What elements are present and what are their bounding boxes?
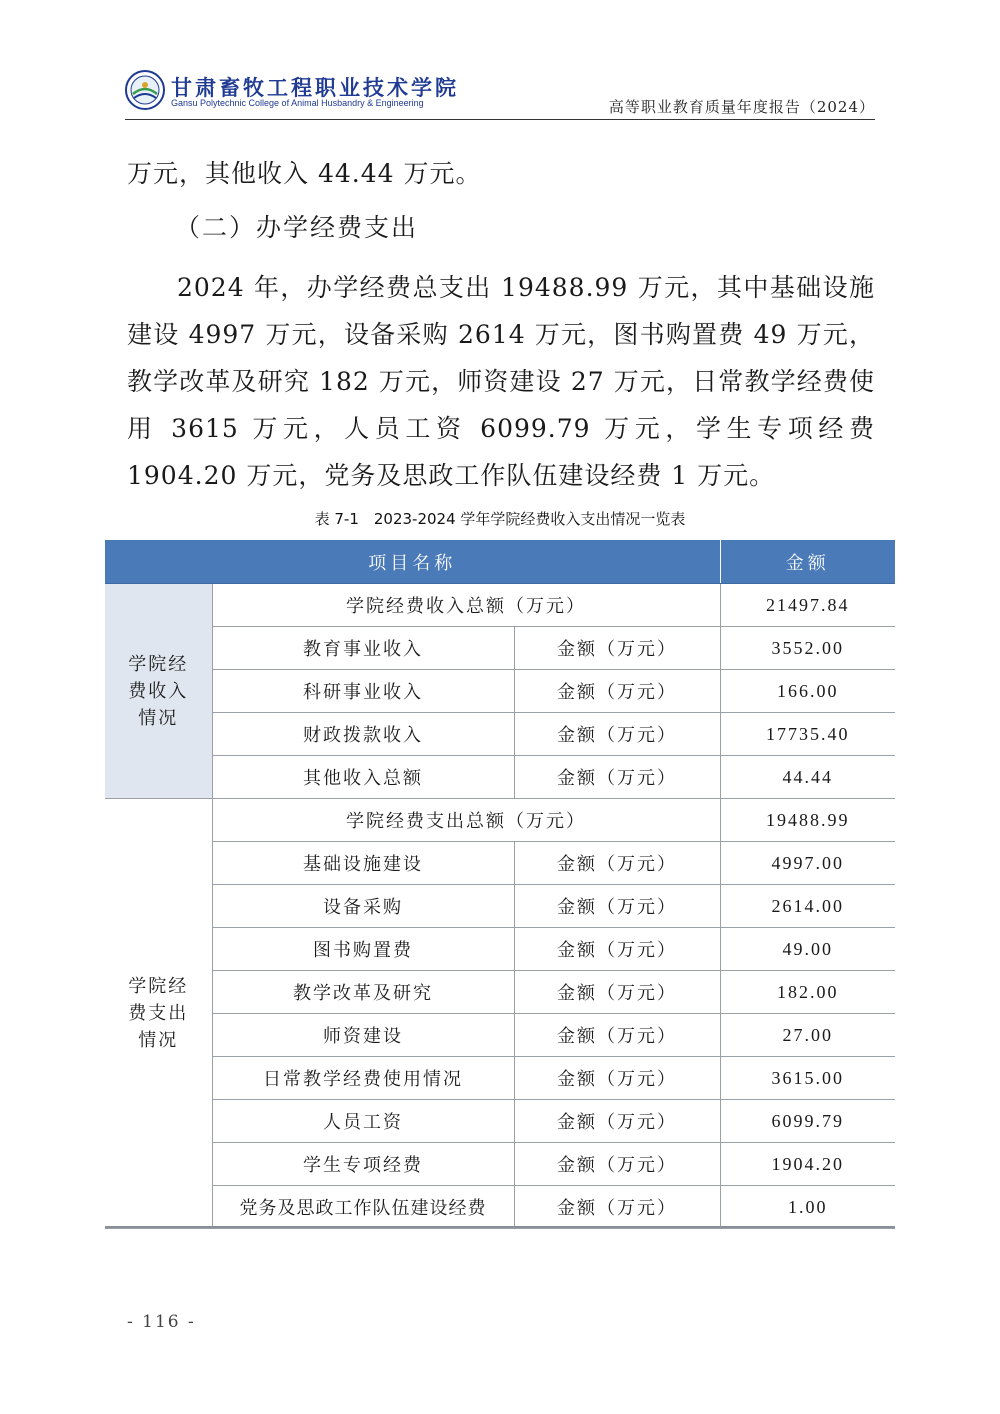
row-unit: 金额（万元）	[514, 971, 720, 1014]
row-unit: 金额（万元）	[514, 928, 720, 971]
header-amount: 金额	[720, 540, 895, 584]
table-row	[105, 1143, 895, 1186]
row-value: 27.00	[720, 1014, 895, 1057]
table-row	[105, 1100, 895, 1143]
school-logo-icon	[125, 70, 165, 110]
row-unit: 金额（万元）	[514, 713, 720, 756]
table-bottom-rule	[105, 1226, 895, 1228]
table-row	[105, 1014, 895, 1057]
table-row	[105, 885, 895, 928]
row-item: 科研事业收入	[212, 670, 514, 713]
row-unit: 金额（万元）	[514, 1186, 720, 1229]
row-unit: 金额（万元）	[514, 842, 720, 885]
report-title: 高等职业教育质量年度报告（2024）	[608, 98, 875, 116]
row-value: 166.00	[720, 670, 895, 713]
row-value: 1.00	[720, 1186, 895, 1229]
school-name-cn: 甘肃畜牧工程职业技术学院	[171, 76, 459, 100]
row-item: 师资建设	[212, 1014, 514, 1057]
row-item: 图书购置费	[212, 928, 514, 971]
table-row	[105, 584, 895, 627]
row-item: 学生专项经费	[212, 1143, 514, 1186]
row-value: 2614.00	[720, 885, 895, 928]
row-item: 设备采购	[212, 885, 514, 928]
income-total-value: 21497.84	[720, 584, 895, 627]
table-row	[105, 1186, 895, 1229]
table-row	[105, 928, 895, 971]
row-value: 4997.00	[720, 842, 895, 885]
income-total-label: 学院经费收入总额（万元）	[212, 584, 720, 627]
header-divider	[125, 119, 875, 120]
row-item: 其他收入总额	[212, 756, 514, 799]
row-unit: 金额（万元）	[514, 1100, 720, 1143]
row-unit: 金额（万元）	[514, 756, 720, 799]
table-row	[105, 971, 895, 1014]
section-heading: （二）办学经费支出	[175, 213, 419, 242]
expense-total-value: 19488.99	[720, 799, 895, 842]
expense-group-label: 学院经费支出情况	[105, 799, 212, 1229]
row-unit: 金额（万元）	[514, 1057, 720, 1100]
row-value: 44.44	[720, 756, 895, 799]
finance-table	[105, 540, 895, 1229]
row-unit: 金额（万元）	[514, 885, 720, 928]
paragraph-continued: 万元，其他收入 44.44 万元。	[127, 159, 482, 188]
row-value: 1904.20	[720, 1143, 895, 1186]
table-header-row	[105, 540, 895, 584]
row-item: 教育事业收入	[212, 627, 514, 670]
table-caption: 表 7-1 2023-2024 学年学院经费收入支出情况一览表	[314, 510, 686, 528]
expense-total-label: 学院经费支出总额（万元）	[212, 799, 720, 842]
row-item: 人员工资	[212, 1100, 514, 1143]
table-row	[105, 670, 895, 713]
row-item: 党务及思政工作队伍建设经费	[212, 1186, 514, 1229]
row-value: 49.00	[720, 928, 895, 971]
row-value: 182.00	[720, 971, 895, 1014]
row-unit: 金额（万元）	[514, 1014, 720, 1057]
page-number: - 116 -	[127, 1312, 196, 1332]
row-value: 3615.00	[720, 1057, 895, 1100]
school-name-en: Gansu Polytechnic College of Animal Husbandry & Engineering	[171, 98, 424, 108]
row-item: 教学改革及研究	[212, 971, 514, 1014]
row-value: 17735.40	[720, 713, 895, 756]
table-row	[105, 627, 895, 670]
row-item: 基础设施建设	[212, 842, 514, 885]
table-row	[105, 1057, 895, 1100]
row-value: 3552.00	[720, 627, 895, 670]
table-row	[105, 713, 895, 756]
table-row	[105, 842, 895, 885]
row-unit: 金额（万元）	[514, 627, 720, 670]
row-item: 日常教学经费使用情况	[212, 1057, 514, 1100]
income-group-label: 学院经费收入情况	[105, 584, 212, 799]
table-row	[105, 756, 895, 799]
row-value: 6099.79	[720, 1100, 895, 1143]
header-item-name: 项目名称	[105, 540, 720, 584]
row-item: 财政拨款收入	[212, 713, 514, 756]
paragraph-expenditure: 2024 年，办学经费总支出 19488.99 万元，其中基础设施建设 4997 万元，设备采购 2614 万元，图书购置费 49 万元，教学改革及研究 182 万元，师资建设 27 万元，日常教学经费使用 3615 万元，人员工资 6099.79 万元，学生专项经费 1904.20 万元，党务及思政工作队伍建设经费 1 万元。	[127, 273, 875, 490]
row-unit: 金额（万元）	[514, 1143, 720, 1186]
page-header	[125, 66, 875, 120]
table-row	[105, 799, 895, 842]
row-unit: 金额（万元）	[514, 670, 720, 713]
